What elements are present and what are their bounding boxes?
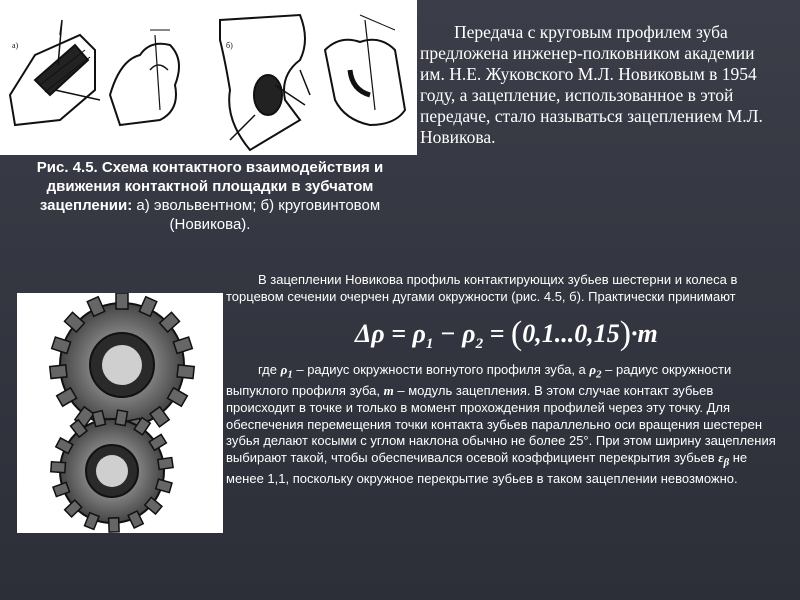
p2-part4: – модуль зацепления. В этом случае контакт зубьев происходит в точке и только в момент прохождения профилей через эту точку. Для обеспечения перемещения точки контакта зубьев параллельно оси вращения шестерен зубья делают косыми с углом наклона обычно не более 25°. При этом ширину зацепления выбирают такой, чтобы обеспечивался осевой коэффициент перекрытия зубьев bbox=[226, 383, 776, 466]
contact-scheme-figure bbox=[0, 0, 417, 155]
epsilon-symbol: ε bbox=[718, 450, 724, 466]
m-symbol: m bbox=[383, 383, 394, 399]
intro-paragraph bbox=[420, 22, 780, 148]
formula-sub1: 1 bbox=[425, 336, 434, 353]
rho2-symbol: ρ bbox=[589, 362, 597, 377]
figure-caption bbox=[30, 158, 390, 234]
label-a: а) bbox=[12, 41, 19, 50]
caption-normal: а) эвольвентном; б) круговинтовом (Новикова). bbox=[136, 197, 381, 233]
epsilon-sub: β bbox=[723, 456, 730, 469]
p2-part1: где bbox=[258, 362, 277, 377]
formula-tail: ·m bbox=[631, 319, 658, 348]
caption-bold: Рис. 4.5. Схема контактного взаимодействия и движения контактной площадки в зубчатом зацеплении: bbox=[36, 159, 384, 214]
formula-range: 0,1...0,15 bbox=[522, 319, 620, 348]
intro-text: Передача с круговым профилем зуба предложена инженер-полковником академии им. Н.Е. Жуковского М.Л. Новиковым в 1954 году, а зацепление, использованное в этой передаче, стало называться зацеплением М.Л. Новикова. bbox=[420, 22, 763, 147]
formula: $\Delta\rho = \rho_1 - \rho_2 = (0,1...0,15)\cdot m$ bbox=[355, 315, 658, 353]
paragraph-2 bbox=[226, 362, 786, 488]
gears-photo bbox=[17, 293, 223, 533]
rho1-sub: 1 bbox=[287, 368, 293, 381]
gears-drawing bbox=[17, 293, 223, 533]
contact-scheme-drawing bbox=[0, 0, 417, 155]
p2-part3: – радиус окружности выпуклого профиля зуба, bbox=[226, 362, 732, 399]
paragraph-1-text: В зацеплении Новикова профиль контактирующих зубьев шестерни и колеса в торцевом сечении очерчен дугами окружности (рис. 4.5, б). Практически принимают bbox=[226, 272, 738, 304]
label-b: б) bbox=[226, 41, 233, 50]
paragraph-1 bbox=[226, 272, 786, 305]
formula-sub2: 2 bbox=[475, 336, 484, 353]
formula-lhs: Δρ = ρ bbox=[355, 319, 426, 348]
p2-part2: – радиус окружности вогнутого профиля зуба, а bbox=[292, 362, 590, 377]
p2-part5: не менее 1,1, поскольку окружное перекрытие зубьев в таком зацеплении невозможно. bbox=[226, 450, 748, 487]
formula-minus: − ρ bbox=[433, 319, 476, 348]
rho1-symbol: ρ bbox=[280, 362, 288, 377]
rho2-sub: 2 bbox=[596, 368, 602, 381]
formula-eq: = bbox=[483, 319, 511, 348]
